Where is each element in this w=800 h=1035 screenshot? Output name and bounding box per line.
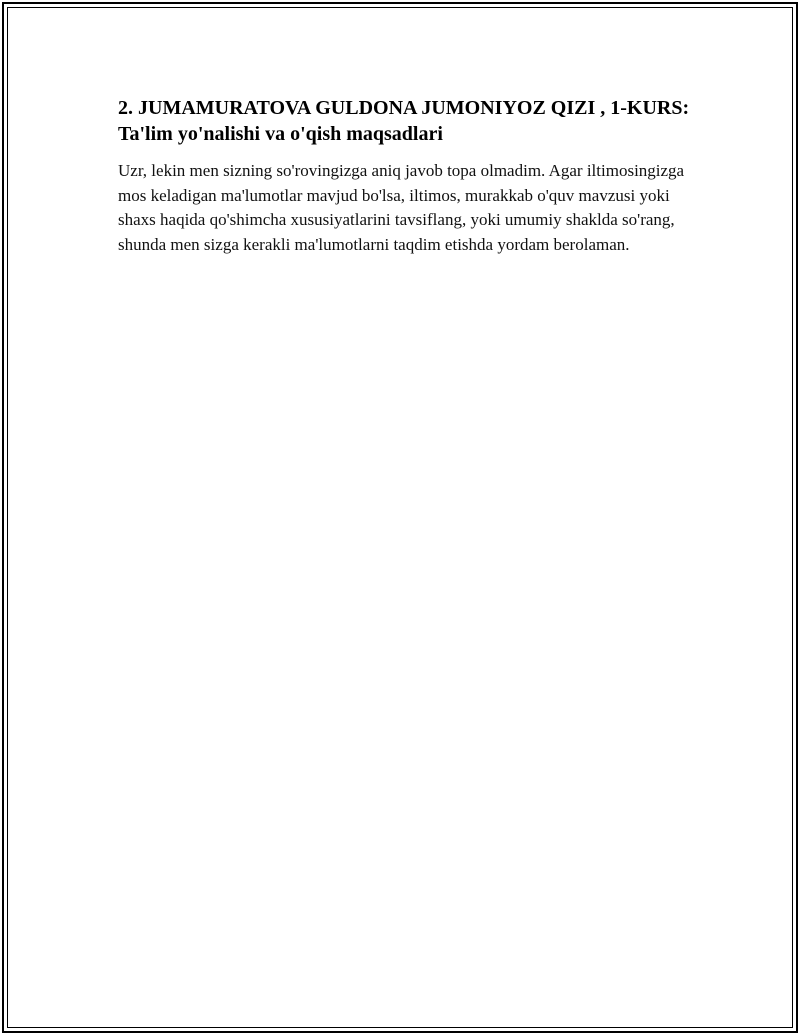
document-paragraph: Uzr, lekin men sizning so'rovingizga aniq javob topa olmadim. Agar iltimosingizga mos keladigan ma'lumotlar mavjud bo'lsa, iltimos, murakkab o'quv mavzusi yoki shaxs haqida qo'shimcha xususiyatlarini tavsiflang, yoki umumiy shaklda so'rang, shunda men sizga kerakli ma'lumotlarni taqdim etishda yordam berolaman. <box>118 161 685 254</box>
document-heading: 2. JUMAMURATOVA GULDONA JUMONIYOZ QIZI , 1-KURS: Ta'lim yo'nalishi va o'qish maqsadlari <box>118 97 690 145</box>
document-content <box>118 95 693 257</box>
